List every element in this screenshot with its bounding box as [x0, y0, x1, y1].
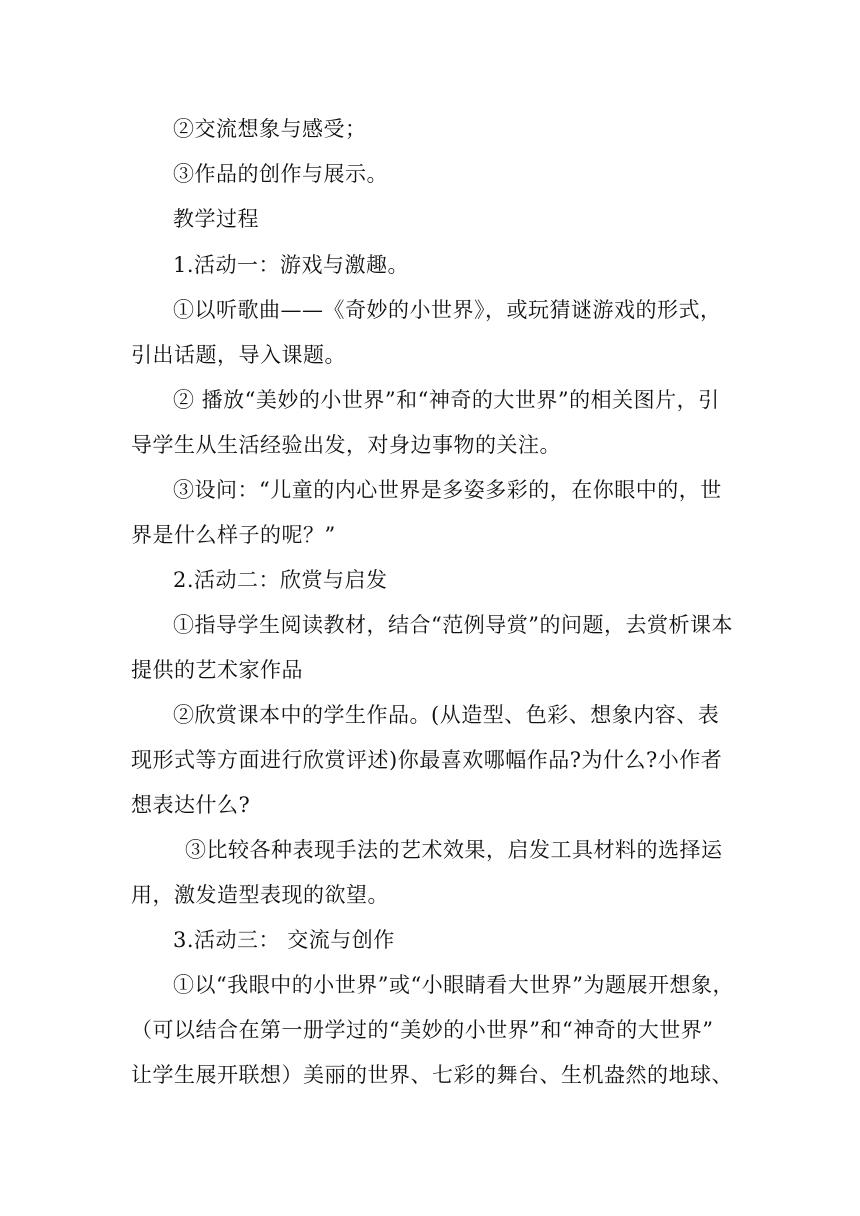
text-line: 提供的艺术家作品 — [131, 658, 303, 682]
text-line: 导学生从生活经验出发，对身边事物的关注。 — [131, 433, 561, 457]
text-line: 让学生展开联想）美丽的世界、七彩的舞台、生机盎然的地球、 — [131, 1063, 733, 1087]
text-line: 引出话题，导入课题。 — [131, 343, 346, 367]
text-line: ② 播放“美妙的小世界”和“神奇的大世界”的相关图片，引 — [173, 388, 720, 412]
text-line: ①以“我眼中的小世界”或“小眼睛看大世界”为题展开想象， — [173, 973, 734, 997]
text-line: ①指导学生阅读教材，结合“范例导赏”的问题，去赏析课本 — [173, 613, 733, 637]
text-line: ①以听歌曲——《奇妙的小世界》，或玩猜谜游戏的形式， — [173, 298, 722, 322]
text-line: ③设问：“儿童的内心世界是多姿多彩的，在你眼中的，世 — [173, 478, 722, 502]
section-heading: 教学过程 — [173, 207, 259, 231]
text-line: ③作品的创作与展示。 — [173, 162, 388, 186]
text-line: 想表达什么? — [131, 793, 251, 817]
text-line: （可以结合在第一册学过的“美妙的小世界”和“神奇的大世界” — [131, 1018, 714, 1042]
text-line: ②交流想象与感受； — [173, 117, 367, 141]
text-line: 界是什么样子的呢？” — [131, 523, 336, 547]
text-line: 现形式等方面进行欣赏评述)你最喜欢哪幅作品?为什么?小作者 — [131, 748, 723, 772]
text-line: ③比较各种表现手法的艺术效果，启发工具材料的选择运 — [185, 838, 723, 862]
text-line: ②欣赏课本中的学生作品。(从造型、色彩、想象内容、表 — [173, 703, 720, 727]
activity-heading: 1.活动一：游戏与激趣。 — [173, 253, 410, 277]
activity-heading: 3.活动三： 交流与创作 — [173, 928, 395, 952]
activity-heading: 2.活动二：欣赏与启发 — [173, 568, 388, 592]
text-line: 用，激发造型表现的欲望。 — [131, 883, 389, 907]
